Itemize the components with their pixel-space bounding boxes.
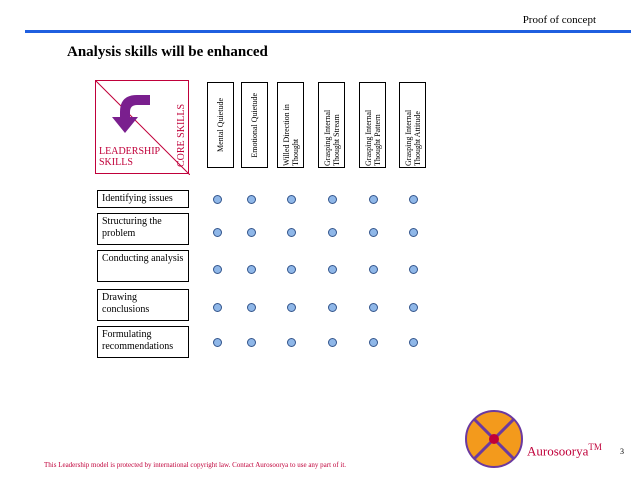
- matrix-dot: [247, 195, 256, 204]
- matrix-dot: [328, 338, 337, 347]
- matrix-dot: [328, 303, 337, 312]
- header-label: Proof of concept: [522, 14, 596, 26]
- matrix-dot: [369, 265, 378, 274]
- header-rule: [25, 30, 631, 33]
- row-conducting-analysis: Conducting analysis: [97, 250, 189, 282]
- matrix-dot: [213, 265, 222, 274]
- brand-name: Aurosoorya™: [527, 442, 602, 459]
- col-header-mental-quietude: Mental Quietude: [207, 82, 234, 168]
- row-formulating-recommendations: Formulating recommendations: [97, 326, 189, 358]
- copyright-footer: This Leadership model is protected by international copyright law. Contact Aurosoorya to use any part of it.: [44, 461, 347, 469]
- matrix-dot: [369, 338, 378, 347]
- matrix-dot: [247, 265, 256, 274]
- matrix-dot: [247, 303, 256, 312]
- leadership-skills-label: LEADERSHIP SKILLS: [99, 146, 160, 168]
- col-header-willed-direction: Willed Direction in Thought: [277, 82, 304, 168]
- matrix-corner-box: [95, 80, 189, 174]
- matrix-dot: [287, 303, 296, 312]
- matrix-dot: [247, 338, 256, 347]
- matrix-dot: [213, 195, 222, 204]
- matrix-dot: [409, 303, 418, 312]
- core-skills-label: CORE SKILLS: [176, 103, 187, 167]
- matrix-dot: [409, 265, 418, 274]
- matrix-dot: [328, 195, 337, 204]
- matrix-dot: [213, 228, 222, 237]
- col-header-emotional-quietude: Emotional Quietude: [241, 82, 268, 168]
- matrix-dot: [328, 265, 337, 274]
- matrix-dot: [213, 338, 222, 347]
- matrix-dot: [287, 265, 296, 274]
- matrix-dot: [369, 303, 378, 312]
- matrix-dot: [409, 338, 418, 347]
- matrix-dot: [369, 195, 378, 204]
- col-header-thought-stream: Grasping Internal Thought Stream: [318, 82, 345, 168]
- aurosoorya-logo-icon: [464, 409, 524, 469]
- matrix-dot: [369, 228, 378, 237]
- matrix-dot: [287, 195, 296, 204]
- row-drawing-conclusions: Drawing conclusions: [97, 289, 189, 321]
- matrix-dot: [247, 228, 256, 237]
- page-number: 3: [620, 447, 624, 456]
- matrix-dot: [409, 228, 418, 237]
- col-header-thought-pattern: Grasping Internal Thought Pattern: [359, 82, 386, 168]
- matrix-dot: [328, 228, 337, 237]
- matrix-dot: [287, 228, 296, 237]
- matrix-dot: [287, 338, 296, 347]
- matrix-dot: [409, 195, 418, 204]
- col-header-thought-attitude: Grasping Internal Thought Attitude: [399, 82, 426, 168]
- row-structuring-problem: Structuring the problem: [97, 213, 189, 245]
- page-title: Analysis skills will be enhanced: [67, 44, 268, 60]
- row-identifying-issues: Identifying issues: [97, 190, 189, 208]
- matrix-dot: [213, 303, 222, 312]
